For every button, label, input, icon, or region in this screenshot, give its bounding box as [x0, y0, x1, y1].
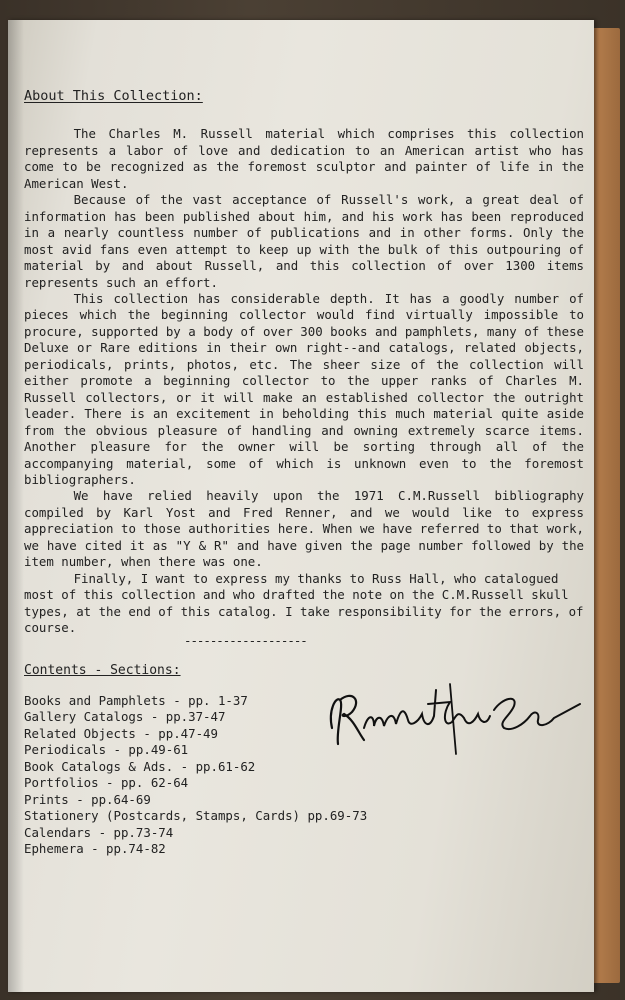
contents-item: Prints - pp.64-69 — [24, 791, 151, 807]
contents-item: Gallery Catalogs - pp.37-47 — [24, 709, 226, 725]
contents-item: Related Objects - pp.47-49 — [24, 725, 218, 741]
contents-item: Stationery (Postcards, Stamps, Cards) pp.69-73 — [24, 808, 368, 824]
signature-row — [24, 632, 584, 651]
contents-item: Periodicals - pp.49-61 — [24, 742, 189, 758]
paragraph-thanks: Finally, I want to express my thanks to Russ Hall, who catalogued most of this collection and who drafted the note on the C.M.Russell skull types, at the end of this catalog. I take responsibility for the errors, of course. — [24, 570, 584, 636]
paragraph-depth: This collection has considerable depth. It has a goodly number of pieces which the beginning collector would find virtually impossible to procure, supported by a body of over 300 books and pamphlets, many of these Deluxe or Rare editions in their own right--and catalogs, related objects, periodicals, prints, photos, etc. The sheer size of the collection will either promote a beginning collector to the upper ranks of Charles M. Russell collectors, or it will make an established collector the outright leader. There is an excitement in beholding this much material quite aside from the obvious pleasure of handling and owning extremely scarce items. Another pleasure for the owner will be sorting through all of the accompanying material, some of which is unknown even to the foremost bibliographers. — [24, 290, 584, 487]
contents-item: Portfolios - pp. 62-64 — [24, 775, 189, 791]
paragraph-acceptance: Because of the vast acceptance of Russell's work, a great deal of information has been published about him, and his work has been reproduced in a nearly countless number of publications and in other forms. Only the most avid fans even attempt to keep up with the bulk of this outpouring of material by and about Russell, and this collection of over 1300 items represents such an effort. — [24, 192, 584, 290]
paragraph-intro: The Charles M. Russell material which comprises this collection represents a labor of love and dedication to an American artist who has come to be recognized as the foremost sculptor and painter of life in the American West. — [24, 126, 584, 191]
section-heading: About This Collection: — [24, 88, 203, 104]
paragraph-bibliography: We have relied heavily upon the 1971 C.M.Russell bibliography compiled by Karl Yost and Fred Renner, and we would like to express appreciation to those authorities here. When we have referred to that work, we have cited it as "Y & R" and have given the page number followed by the item number, when there was one. — [24, 488, 584, 570]
page-gutter-shadow — [8, 20, 24, 992]
contents-item: Book Catalogs & Ads. - pp.61-62 — [24, 758, 256, 774]
contents-item: Books and Pamphlets - pp. 1-37 — [24, 692, 248, 708]
contents-item: Calendars - pp.73-74 — [24, 824, 174, 840]
handwritten-signature — [318, 670, 588, 760]
signature-line: ------------------- — [184, 632, 307, 648]
contents-item: Ephemera - pp.74-82 — [24, 841, 166, 857]
contents-heading: Contents - Sections: — [24, 662, 181, 678]
